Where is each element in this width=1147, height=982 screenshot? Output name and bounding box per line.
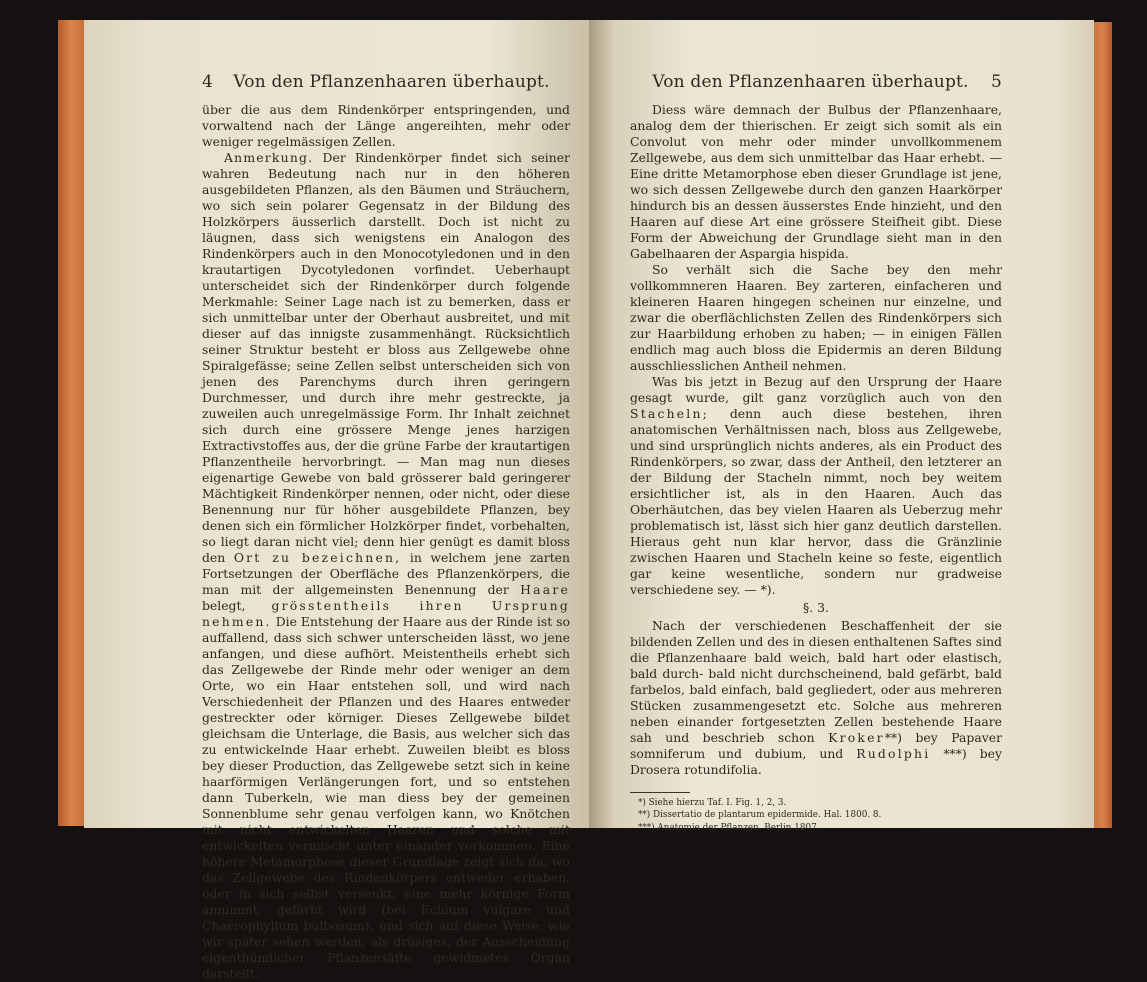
right-page-header [630,72,1002,92]
note-text: Die Entstehung der Haare aus der Rinde ist so auffallend, dass sich schwer unterscheiden lässt, wo jene anfangen, und diese aufhört. Meistentheils erhebt sich das Zellgewebe der Rinde mehr oder weniger an dem Orte, wo ein Haar entstehen soll, und wird nach Verschiedenheit der Pflanzen und des Haares entweder gestreckter oder körniger. Dieses Zellgewebe bildet gleichsam die Unterlage, die Basis, aus welcher sich das zu entwickelnde Haar erhebt. Zuweilen bleibt es bloss bey dieser Production, das Zellgewebe setzt sich in keine haarförmigen Verlängerungen fort, und so entstehen dann Tuberkeln, wie man diess bey der gemeinen Sonnenblume sehr genau verfolgen kann, wo Knötchen mit nicht entwickelten Haaren und solche mit entwickelten vermischt unter einander vorkommen. Eine höhere Metamorphose dieser Grundlage zeigt sich da, wo das Zellgewebe des Rindenkörpers entweder erhaben, oder in sich selbst versenkt, eine mehr körnige Form annimmt, gefärbt wird (bei Echium vulgare und Chaerophyllum bulbosum), und sich auf diese Weise, wie wir später sehen werden, als drüsiges, der Ausscheidung eigenthümlicher Pflanzensäfte gewidmetes Organ darstellt. [202,614,570,981]
paragraph: So verhält sich die Sache bey den mehr vollkommneren Haaren. Bey zarteren, einfacheren und kleineren Haaren hingegen scheinen nur einzelne, und zwar die oberflächlichsten Zellen des Rindenkörpers sich zur Haarbildung erhoben zu haben; — in einigen Fällen endlich mag auch bloss die Epidermis an deren Bildung ausschliesslichen Antheil nehmen. [630,262,1002,373]
note-text: Der Rindenkörper findet sich seiner wahren Bedeutung nach nur in den höheren ausgebildeten Pflanzen, als den Bäumen und Sträuchern, wo sich sein polarer Gegensatz in der Bildung des Holzkörpers äusserlich darstellt. Doch ist nicht zu läugnen, dass sich wenigstens ein Analogon des Rindenkörpers auch in den Monocotyledonen und in den krautartigen Dycotyledonen vorfindet. Ueberhaupt unterscheidet sich der Rindenkörper durch folgende Merkmahle: Seiner Lage nach ist zu bemerken, dass er sich unmittelbar unter der Oberhaut ausbreitet, und mit dieser auf das innigste zusammenhängt. Rücksichtlich seiner Struktur besteht er bloss aus Zellgewebe ohne Spiralgefässe; seine Zellen selbst unterscheiden sich von jenen des Parenchyms durch ihren geringern Durchmesser, und durch ihre mehr gestreckte, ja zuweilen auch unregelmässige Form. Ihr Inhalt zeichnet sich durch eine grössere Menge jenes harzigen Extractivstoffes aus, der die grüne Farbe der krautartigen Pflanzentheile hervorbringt. — Man mag nun dieses eigenartige Gewebe von bald grösserer bald geringerer Mächtigkeit Rindenkörper nennen, oder nicht, oder diese Benennung nur für höher ausgebildete Pflanzen, bey denen sich ein förmlicher Holzkörper findet, vorbehalten, so liegt daran nicht viel; denn hier genügt es damit bloss den [202,150,570,565]
paragraph [630,618,1002,778]
paragraph-text: **) bey Papaver somniferum und dubium, und [630,730,1002,761]
footnotes [630,797,1002,834]
note-text: in welchem jene zarten Fortsetzungen der Oberfläche des Pflanzenkörpers, die man mit der allgemeinsten Benennung der [202,550,570,597]
left-page-header [202,72,570,92]
paragraph [630,374,1002,598]
paragraph-text: Nach der verschiedenen Beschaffenheit der sie bildenden Zellen und des in diesen enthaltenen Saftes sind die Pflanzenhaare bald weich, bald hart oder elastisch, bald durch- bald nicht durchscheinend, bald gefärbt, bald farbelos, bald einfach, bald gegliedert, oder aus mehreren Stücken zusammengesetzt etc. Solche aus mehreren neben einander fortgesetzten Zellen bestehende Haare sah und beschrieb schon [630,618,1002,745]
note [202,150,570,982]
note-text: belegt, [202,598,246,613]
paragraph-emphasis: Stacheln; [630,406,710,421]
running-title: Von den Pflanzenhaaren überhaupt. [233,72,550,92]
paragraph-text: Was bis jetzt in Bezug auf den Ursprung der Haare gesagt wurde, gilt ganz vorzüglich auch von den [630,374,1002,405]
running-title: Von den Pflanzenhaaren überhaupt. [652,72,969,92]
author-name: Kroker [828,730,885,745]
page-number: 5 [990,72,1002,92]
section-heading: §. 3. [803,600,829,615]
paragraph: über die aus dem Rindenkörper entspringenden, und vorwaltend nach der Länge angereihten, mehr oder weniger regelmässigen Zellen. [202,102,570,149]
paragraph: Diess wäre demnach der Bulbus der Pflanzenhaare, analog dem der thierischen. Er zeigt sich somit als ein Convolut von mehr oder minder unvollkommenem Zellgewebe, aus dem sich unmittelbar das Haar erhebt. — Eine dritte Metamorphose eben dieser Grundlage ist jene, wo sich dessen Zellgewebe durch den ganzen Haarkörper hindurch bis an dessen äusserstes Ende hinzieht, und den Haaren auf diese Art eine grössere Steifheit gibt. Diese Form der Abweichung der Grundlage sieht man in den Gabelhaaren der Aspargia hispida. [630,102,1002,261]
footnote: *) Siehe hierzu Taf. I. Fig. 1, 2, 3. [638,798,787,808]
paragraph-text: denn auch diese bestehen, ihren anatomischen Verhältnissen nach, bloss aus Zellgewebe, und sind ursprünglich nichts anderes, als ein Product des Rindenkörpers, so zwar, dass der Antheil, den letzterer an der Bildung der Stacheln nimmt, noch bey weitem ersichtlicher ist, als in den Haaren. Auch das Oberhäutchen, das bey vielen Haaren als Ueberzug mehr problematisch ist, lässt sich hier ganz deutlich darstellen. Hieraus geht nun klar hervor, dass die Gränzlinie zwischen Haaren und Stacheln keine so feste, eigentlich gar keine wesentliche, sondern nur gradweise verschiedene sey. — *). [630,406,1002,597]
note-emphasis: grösstentheils ihren Ursprung nehmen. [202,598,570,629]
page-number: 4 [202,72,214,92]
footnote: **) Dissertatio de plantarum epidermide. Hal. 1800. 8. [638,810,882,821]
footnote-rule [630,792,690,793]
note-emphasis: Ort zu bezeichnen, [233,550,402,565]
author-name: Rudolphi [856,746,931,761]
left-page [84,20,589,981]
footnote: ***) Anatomie der Pflanzen. Berlin 1807. [638,822,820,833]
note-lead: Anmerkung. [224,150,314,165]
note-emphasis: Haare [520,582,570,597]
right-page [589,20,1094,833]
paragraph-text: ***) bey Drosera rotundifolia. [630,746,1002,777]
